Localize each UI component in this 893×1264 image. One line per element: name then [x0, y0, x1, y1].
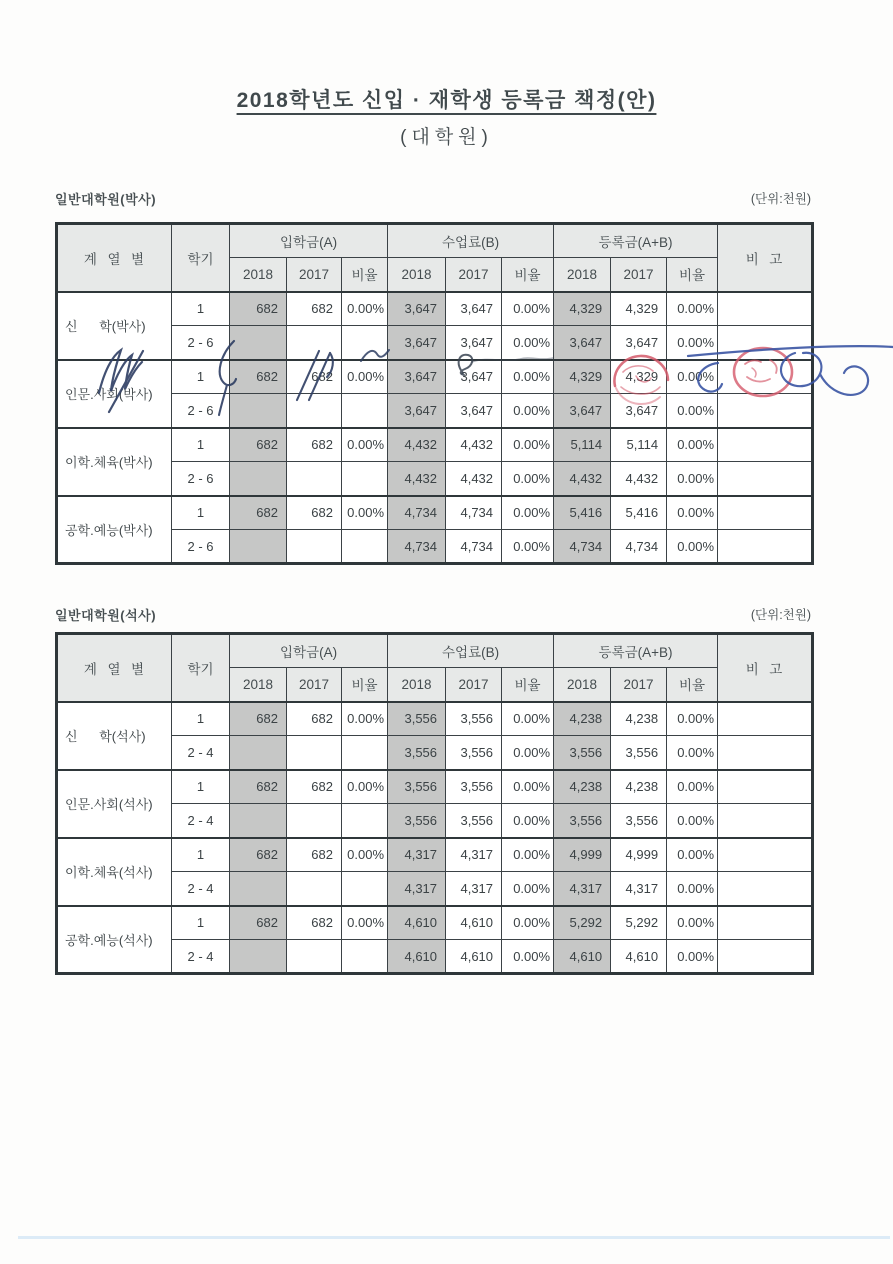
value-cell: 3,647 — [388, 292, 446, 326]
value-cell: 4,734 — [554, 530, 611, 564]
semester-cell: 1 — [172, 360, 230, 394]
value-cell: 4,238 — [554, 770, 611, 804]
col-header-year-2: 비율 — [342, 258, 388, 292]
value-cell — [342, 736, 388, 770]
value-cell: 4,238 — [611, 702, 667, 736]
col-header-semester: 학기 — [172, 634, 230, 702]
value-cell: 4,317 — [388, 838, 446, 872]
semester-cell: 1 — [172, 838, 230, 872]
table-label-masters: 일반대학원(석사) — [55, 608, 157, 623]
value-cell: 3,556 — [554, 804, 611, 838]
value-cell: 0.00% — [342, 770, 388, 804]
value-cell: 3,647 — [611, 326, 667, 360]
semester-cell: 1 — [172, 292, 230, 326]
value-cell: 0.00% — [667, 906, 718, 940]
value-cell: 0.00% — [667, 872, 718, 906]
value-cell: 0.00% — [502, 804, 554, 838]
value-cell: 0.00% — [667, 736, 718, 770]
col-group-header-2: 등록금(A+B) — [554, 634, 718, 668]
value-cell: 0.00% — [667, 496, 718, 530]
col-header-year-1: 2017 — [611, 668, 667, 702]
value-cell — [287, 462, 342, 496]
value-cell: 682 — [230, 702, 287, 736]
col-header-year-1: 2017 — [446, 258, 502, 292]
semester-cell: 1 — [172, 702, 230, 736]
value-cell: 4,734 — [611, 530, 667, 564]
note-cell — [718, 428, 813, 462]
value-cell — [287, 736, 342, 770]
value-cell: 0.00% — [502, 428, 554, 462]
value-cell: 4,329 — [554, 360, 611, 394]
value-cell: 3,647 — [446, 394, 502, 428]
value-cell: 3,647 — [388, 326, 446, 360]
value-cell: 3,647 — [388, 360, 446, 394]
semester-cell: 2 - 6 — [172, 462, 230, 496]
value-cell: 5,292 — [611, 906, 667, 940]
value-cell — [287, 326, 342, 360]
note-cell — [718, 394, 813, 428]
note-cell — [718, 360, 813, 394]
note-cell — [718, 702, 813, 736]
value-cell — [342, 804, 388, 838]
section-header-masters — [55, 605, 811, 624]
value-cell: 5,416 — [611, 496, 667, 530]
note-cell — [718, 496, 813, 530]
col-header-year-2: 비율 — [667, 668, 718, 702]
value-cell: 5,416 — [554, 496, 611, 530]
value-cell: 0.00% — [667, 702, 718, 736]
semester-cell: 2 - 4 — [172, 940, 230, 974]
value-cell: 0.00% — [667, 292, 718, 326]
value-cell: 4,432 — [611, 462, 667, 496]
category-cell: 공학.예능(석사) — [57, 906, 172, 974]
value-cell: 0.00% — [502, 530, 554, 564]
value-cell: 3,647 — [446, 292, 502, 326]
note-cell — [718, 292, 813, 326]
col-header-year-2: 비율 — [342, 668, 388, 702]
col-header-year-0: 2018 — [554, 258, 611, 292]
value-cell: 682 — [287, 292, 342, 326]
col-header-year-0: 2018 — [230, 258, 287, 292]
note-cell — [718, 804, 813, 838]
unit-label-masters: (단위:천원) — [750, 608, 811, 622]
value-cell: 4,317 — [554, 872, 611, 906]
note-cell — [718, 462, 813, 496]
value-cell: 3,647 — [446, 326, 502, 360]
value-cell: 4,432 — [446, 428, 502, 462]
category-cell: 인문.사회(석사) — [57, 770, 172, 838]
value-cell: 0.00% — [502, 770, 554, 804]
value-cell — [287, 940, 342, 974]
value-cell: 4,610 — [446, 906, 502, 940]
value-cell — [230, 326, 287, 360]
value-cell: 4,317 — [446, 838, 502, 872]
value-cell — [342, 940, 388, 974]
value-cell — [230, 872, 287, 906]
value-cell: 4,238 — [611, 770, 667, 804]
value-cell: 0.00% — [502, 326, 554, 360]
value-cell: 682 — [230, 906, 287, 940]
semester-cell: 1 — [172, 770, 230, 804]
col-group-header-0: 입학금(A) — [230, 224, 388, 258]
value-cell: 0.00% — [667, 360, 718, 394]
value-cell — [230, 530, 287, 564]
value-cell: 682 — [230, 428, 287, 462]
value-cell: 4,432 — [554, 462, 611, 496]
col-group-header-1: 수업료(B) — [388, 634, 554, 668]
value-cell: 4,610 — [446, 940, 502, 974]
value-cell: 3,556 — [446, 770, 502, 804]
value-cell: 4,734 — [388, 496, 446, 530]
note-cell — [718, 838, 813, 872]
value-cell — [287, 872, 342, 906]
value-cell — [342, 872, 388, 906]
value-cell: 3,647 — [611, 394, 667, 428]
value-cell: 3,556 — [554, 736, 611, 770]
value-cell: 4,317 — [388, 872, 446, 906]
value-cell: 682 — [230, 292, 287, 326]
value-cell: 4,610 — [388, 906, 446, 940]
category-cell: 신 학(박사) — [57, 292, 172, 360]
value-cell: 4,734 — [446, 530, 502, 564]
value-cell — [287, 530, 342, 564]
col-group-header-2: 등록금(A+B) — [554, 224, 718, 258]
value-cell — [342, 326, 388, 360]
value-cell: 0.00% — [342, 838, 388, 872]
value-cell: 5,114 — [554, 428, 611, 462]
value-cell: 0.00% — [502, 462, 554, 496]
value-cell — [342, 462, 388, 496]
value-cell: 4,317 — [446, 872, 502, 906]
value-cell: 682 — [287, 496, 342, 530]
note-cell — [718, 326, 813, 360]
value-cell: 4,734 — [388, 530, 446, 564]
semester-cell: 1 — [172, 906, 230, 940]
value-cell: 0.00% — [342, 292, 388, 326]
value-cell: 0.00% — [502, 940, 554, 974]
value-cell: 3,556 — [388, 804, 446, 838]
value-cell: 682 — [287, 838, 342, 872]
semester-cell: 2 - 6 — [172, 394, 230, 428]
unit-label-doctoral: (단위:천원) — [750, 192, 811, 206]
col-header-note: 비 고 — [718, 224, 813, 292]
semester-cell: 2 - 6 — [172, 326, 230, 360]
semester-cell: 1 — [172, 428, 230, 462]
col-header-category: 계 열 별 — [57, 634, 172, 702]
value-cell: 3,556 — [446, 702, 502, 736]
value-cell: 0.00% — [667, 804, 718, 838]
category-cell: 이학.체육(석사) — [57, 838, 172, 906]
value-cell: 0.00% — [342, 702, 388, 736]
value-cell: 0.00% — [502, 394, 554, 428]
value-cell: 682 — [287, 770, 342, 804]
value-cell: 0.00% — [667, 940, 718, 974]
table-label-doctoral: 일반대학원(박사) — [55, 192, 157, 207]
value-cell: 4,329 — [611, 292, 667, 326]
value-cell: 0.00% — [502, 872, 554, 906]
semester-cell: 1 — [172, 496, 230, 530]
value-cell: 3,556 — [388, 770, 446, 804]
value-cell: 0.00% — [502, 906, 554, 940]
col-header-year-0: 2018 — [388, 258, 446, 292]
col-header-year-0: 2018 — [230, 668, 287, 702]
col-header-semester: 학기 — [172, 224, 230, 292]
value-cell: 3,556 — [388, 702, 446, 736]
value-cell: 682 — [230, 496, 287, 530]
scan-artifact-line — [18, 1236, 890, 1239]
value-cell: 0.00% — [342, 360, 388, 394]
col-header-year-0: 2018 — [388, 668, 446, 702]
value-cell: 0.00% — [342, 428, 388, 462]
col-header-year-0: 2018 — [554, 668, 611, 702]
value-cell: 682 — [230, 360, 287, 394]
note-cell — [718, 736, 813, 770]
category-cell: 이학.체육(박사) — [57, 428, 172, 496]
value-cell — [287, 394, 342, 428]
col-header-year-1: 2017 — [611, 258, 667, 292]
value-cell — [342, 394, 388, 428]
value-cell — [230, 462, 287, 496]
col-header-year-2: 비율 — [667, 258, 718, 292]
value-cell: 4,734 — [446, 496, 502, 530]
value-cell — [230, 804, 287, 838]
category-cell: 공학.예능(박사) — [57, 496, 172, 564]
col-header-category: 계 열 별 — [57, 224, 172, 292]
col-header-year-2: 비율 — [502, 258, 554, 292]
value-cell — [342, 530, 388, 564]
value-cell: 3,556 — [388, 736, 446, 770]
value-cell: 4,238 — [554, 702, 611, 736]
note-cell — [718, 530, 813, 564]
semester-cell: 2 - 4 — [172, 736, 230, 770]
value-cell: 4,610 — [611, 940, 667, 974]
value-cell: 4,432 — [388, 428, 446, 462]
semester-cell: 2 - 4 — [172, 804, 230, 838]
col-header-year-1: 2017 — [287, 258, 342, 292]
page-title: 2018학년도 신입 · 재학생 등록금 책정(안) — [236, 89, 657, 112]
col-header-note: 비 고 — [718, 634, 813, 702]
category-cell: 신 학(석사) — [57, 702, 172, 770]
value-cell: 682 — [287, 360, 342, 394]
value-cell: 0.00% — [502, 736, 554, 770]
value-cell: 4,999 — [611, 838, 667, 872]
note-cell — [718, 906, 813, 940]
value-cell: 682 — [230, 838, 287, 872]
col-header-year-1: 2017 — [287, 668, 342, 702]
value-cell — [230, 394, 287, 428]
value-cell: 3,647 — [446, 360, 502, 394]
value-cell: 0.00% — [667, 838, 718, 872]
value-cell: 3,556 — [446, 804, 502, 838]
value-cell: 4,610 — [388, 940, 446, 974]
value-cell — [230, 736, 287, 770]
value-cell: 0.00% — [667, 462, 718, 496]
value-cell — [230, 940, 287, 974]
value-cell — [287, 804, 342, 838]
value-cell: 0.00% — [502, 496, 554, 530]
value-cell: 3,556 — [611, 736, 667, 770]
value-cell: 4,999 — [554, 838, 611, 872]
value-cell: 5,292 — [554, 906, 611, 940]
value-cell: 4,432 — [446, 462, 502, 496]
page-subtitle: (대학원) — [400, 127, 493, 148]
value-cell: 4,329 — [611, 360, 667, 394]
value-cell: 0.00% — [502, 702, 554, 736]
value-cell: 4,432 — [388, 462, 446, 496]
value-cell: 0.00% — [502, 838, 554, 872]
tuition-table-doctoral — [55, 222, 814, 565]
value-cell: 0.00% — [667, 326, 718, 360]
note-cell — [718, 940, 813, 974]
value-cell: 3,556 — [611, 804, 667, 838]
value-cell: 682 — [230, 770, 287, 804]
col-group-header-0: 입학금(A) — [230, 634, 388, 668]
value-cell: 0.00% — [667, 394, 718, 428]
tuition-table-masters — [55, 632, 814, 975]
semester-cell: 2 - 4 — [172, 872, 230, 906]
value-cell: 682 — [287, 428, 342, 462]
category-cell: 인문.사회(박사) — [57, 360, 172, 428]
note-cell — [718, 872, 813, 906]
note-cell — [718, 770, 813, 804]
value-cell: 4,610 — [554, 940, 611, 974]
value-cell: 4,317 — [611, 872, 667, 906]
value-cell: 0.00% — [502, 292, 554, 326]
value-cell: 3,647 — [554, 326, 611, 360]
value-cell: 0.00% — [342, 906, 388, 940]
col-group-header-1: 수업료(B) — [388, 224, 554, 258]
value-cell: 0.00% — [502, 360, 554, 394]
value-cell: 0.00% — [342, 496, 388, 530]
value-cell: 3,647 — [554, 394, 611, 428]
col-header-year-1: 2017 — [446, 668, 502, 702]
value-cell: 3,556 — [446, 736, 502, 770]
value-cell: 4,329 — [554, 292, 611, 326]
value-cell: 682 — [287, 906, 342, 940]
semester-cell: 2 - 6 — [172, 530, 230, 564]
value-cell: 3,647 — [388, 394, 446, 428]
value-cell: 0.00% — [667, 428, 718, 462]
value-cell: 5,114 — [611, 428, 667, 462]
value-cell: 682 — [287, 702, 342, 736]
value-cell: 0.00% — [667, 770, 718, 804]
section-header-doctoral — [55, 189, 811, 208]
col-header-year-2: 비율 — [502, 668, 554, 702]
value-cell: 0.00% — [667, 530, 718, 564]
